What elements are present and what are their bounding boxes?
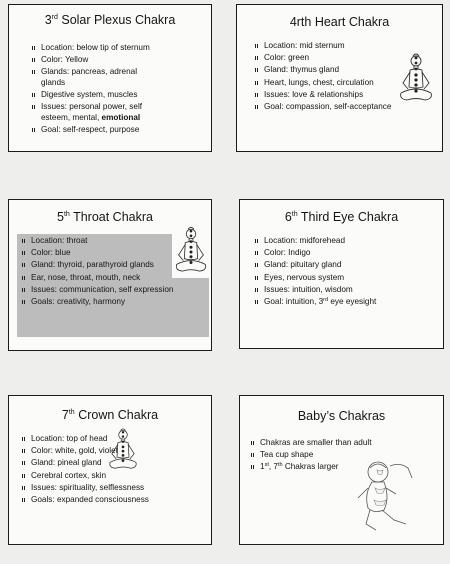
bullet-issues: Issues: intuition, wisdom [254, 285, 444, 296]
slide-crown [8, 395, 212, 545]
slide-solar-plexus [8, 4, 212, 152]
baby-figure-icon [350, 458, 430, 540]
slide-title: 3rd Solar Plexus Chakra [44, 13, 176, 27]
bullet-body-parts: Heart, lungs, chest, circulation [254, 78, 439, 89]
slide-throat [8, 199, 212, 351]
bullet-location: Location: throat [21, 236, 211, 247]
bullet-body-parts: Eyes, nervous system [254, 273, 444, 284]
bullet-gland: Gland: pituitary gland [254, 260, 444, 271]
bullet-glands: Glands: pancreas, adrenal glands [31, 67, 156, 88]
bullet-location: Location: below tip of sternum [31, 43, 156, 54]
meditation-figure-icon [171, 226, 211, 280]
bullet-gland: Gland: thymus gland [254, 65, 439, 76]
bullet-issues: Issues: communication, self expression [21, 285, 211, 296]
bullet-color: Color: green [254, 53, 439, 64]
slide-third-eye [239, 199, 444, 349]
bullet-location: Location: mid sternum [254, 41, 439, 52]
bullet-color: Color: blue [21, 248, 211, 259]
slide-title: 7th Crown Chakra [61, 408, 159, 422]
bullet-goal: Goal: self-respect, purpose [31, 125, 156, 136]
slide-title: Baby’s Chakras [297, 409, 386, 423]
slide-title: 4rth Heart Chakra [289, 15, 390, 29]
bullet-color: Color: white, gold, violet [21, 446, 211, 457]
slide-title: 6th Third Eye Chakra [284, 210, 399, 224]
bullet-location: Location: midforehead [254, 236, 444, 247]
slide-baby-chakras [239, 395, 444, 545]
bullet-body-parts: Digestive system, muscles [31, 90, 156, 101]
bullet-goals: Goals: expanded consciousness [21, 495, 211, 506]
bullet-issues: Issues: spirituality, selflessness [21, 483, 211, 494]
bullet-location: Location: top of head [21, 434, 211, 445]
bullet-issues: Issues: personal power, self esteem, mental, emotional [31, 102, 156, 123]
bullet-issues: Issues: love & relationships [254, 90, 439, 101]
bullet-goal: Goal: intuition, 3rd eye eyesight [254, 297, 444, 308]
bullet-size: Chakras are smaller than adult [250, 438, 440, 449]
bullet-body-parts: Cerebral cortex, skin [21, 471, 211, 482]
bullet-shape: Tea cup shape [250, 450, 440, 461]
meditation-figure-icon [105, 426, 141, 478]
bullet-color: Color: Indigo [254, 248, 444, 259]
bullet-gland: Gland: thyroid, parathyroid glands [21, 260, 211, 271]
slide-title: 5th Throat Chakra [57, 210, 153, 224]
bullet-larger: 1st, 7th Chakras larger [250, 462, 440, 473]
bullet-list [254, 236, 444, 309]
slide-heart [236, 4, 443, 152]
bullet-color: Color: Yellow [31, 55, 156, 66]
bullet-goals: Goals: creativity, harmony [21, 297, 211, 308]
bullet-body-parts: Ear, nose, throat, mouth, neck [21, 273, 211, 284]
bullet-list [31, 43, 156, 137]
meditation-figure-icon [395, 53, 437, 109]
bullet-goal: Goal: compassion, self-acceptance [254, 102, 439, 113]
bullet-gland: Gland: pineal gland [21, 458, 211, 469]
